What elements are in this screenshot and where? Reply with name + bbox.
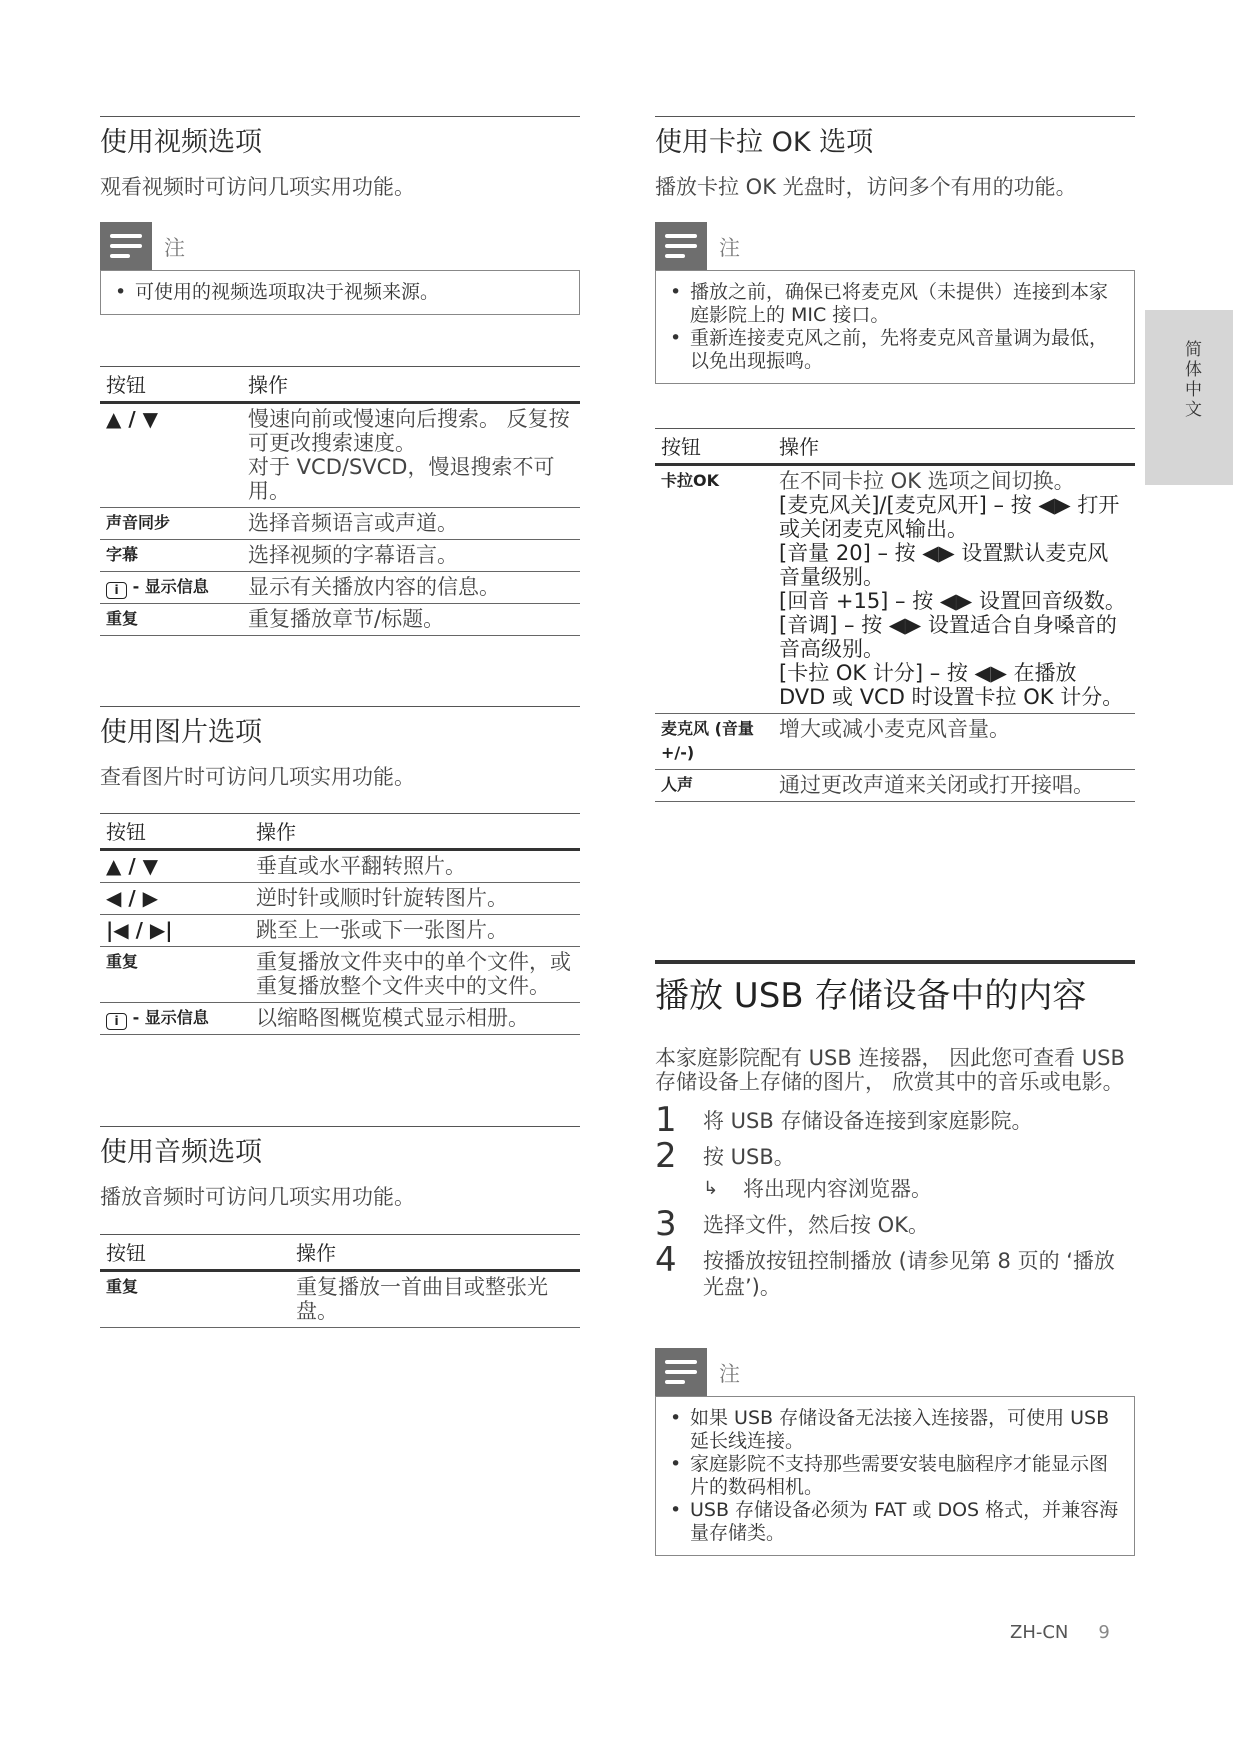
- language-side-tab: [1145, 310, 1233, 485]
- row-key: |◀ / ▶|: [100, 915, 250, 947]
- step-text: 按播放按钮控制播放 (请参见第 8 页的 ‘播放光盘’)。: [703, 1249, 1115, 1299]
- video-options-desc: 观看视频时可访问几项实用功能。: [100, 175, 415, 199]
- side-tab-label: 简体中文: [1181, 340, 1201, 420]
- table-row: [100, 403, 580, 508]
- page-number: 9: [1098, 1622, 1110, 1643]
- note-item: • 播放之前，确保已将麦克风（未提供）连接到本家庭影院上的 MIC 接口。: [668, 281, 1120, 327]
- note-item: • 可使用的视频选项取决于视频来源。: [113, 281, 565, 304]
- video-options-table: [100, 366, 580, 636]
- row-action: [卡拉 OK 计分] – 按 ◀▶ 在播放 DVD 或 VCD 时设置卡拉 OK 计分。: [779, 661, 1124, 709]
- row-key: - 显示信息: [132, 1008, 209, 1027]
- usb-note: [655, 1348, 1135, 1556]
- step-number: 1: [655, 1100, 677, 1140]
- table-row: [100, 850, 580, 883]
- row-action: 重复播放章节/标题。: [248, 607, 445, 631]
- row-key: 重复: [100, 1271, 290, 1328]
- footer-lang: ZH-CN: [1010, 1622, 1069, 1643]
- row-key: ◀ / ▶: [100, 883, 250, 915]
- row-key: ▲ / ▼: [100, 403, 242, 508]
- step-number: 2: [655, 1136, 677, 1176]
- note-icon: [655, 1348, 707, 1396]
- row-key: 麦克风 (音量+/-): [655, 714, 773, 770]
- usb-section: [655, 960, 1135, 1300]
- table-row: [100, 1271, 580, 1328]
- table-row: [100, 1003, 580, 1035]
- audio-options-title: 使用音频选项: [100, 1137, 262, 1168]
- row-key: 重复: [100, 947, 250, 1003]
- usb-step: [655, 1240, 1135, 1300]
- col-header-button: 按钮: [655, 429, 773, 465]
- row-action: [麦克风关]/[麦克风开] – 按 ◀▶ 打开或关闭麦克风输出。: [779, 493, 1120, 541]
- step-number: 3: [655, 1204, 677, 1244]
- row-action: 重复播放一首曲目或整张光盘。: [296, 1275, 548, 1323]
- row-action: 在不同卡拉 OK 选项之间切换。: [779, 469, 1075, 493]
- note-item: • USB 存储设备必须为 FAT 或 DOS 格式，并兼容海量存储类。: [668, 1499, 1120, 1545]
- row-action: 显示有关播放内容的信息。: [248, 575, 500, 599]
- note-item: • 重新连接麦克风之前，先将麦克风音量调为最低，以免出现振鸣。: [668, 327, 1120, 373]
- picture-options-title: 使用图片选项: [100, 717, 262, 748]
- col-header-action: 操作: [242, 367, 580, 403]
- page-footer: [1010, 1622, 1110, 1643]
- karaoke-options-table: [655, 428, 1135, 802]
- karaoke-options-section: [655, 116, 1135, 201]
- col-header-button: 按钮: [100, 1235, 290, 1271]
- result-arrow-icon: ↳: [703, 1178, 719, 1199]
- row-action: [音量 20] – 按 ◀▶ 设置默认麦克风音量级别。: [779, 541, 1109, 589]
- row-action: 增大或减小麦克风音量。: [779, 717, 1010, 741]
- video-note: [100, 222, 580, 315]
- row-action: 选择视频的字幕语言。: [248, 543, 458, 567]
- table-row: [100, 915, 580, 947]
- row-action: 以缩略图概览模式显示相册。: [256, 1006, 529, 1030]
- note-icon: [100, 222, 152, 270]
- row-action: 重复播放文件夹中的单个文件，或重复播放整个文件夹中的文件。: [256, 950, 571, 998]
- substep-text: 将出现内容浏览器。: [743, 1177, 932, 1201]
- row-action: 通过更改声道来关闭或打开接唱。: [779, 773, 1094, 797]
- step-number: 4: [655, 1240, 677, 1280]
- col-header-action: 操作: [773, 429, 1135, 465]
- karaoke-options-title: 使用卡拉 OK 选项: [655, 127, 874, 158]
- picture-options-table: [100, 813, 580, 1035]
- usb-steps: [655, 1100, 1135, 1300]
- col-header-action: 操作: [290, 1235, 580, 1271]
- picture-options-section: [100, 706, 580, 791]
- audio-options-table: [100, 1234, 580, 1328]
- table-row: [100, 604, 580, 636]
- info-icon: i: [106, 1013, 127, 1030]
- row-key: 重复: [100, 604, 242, 636]
- video-options-section: [100, 116, 580, 201]
- row-key: ▲ / ▼: [100, 850, 250, 883]
- row-key: 声音同步: [100, 508, 242, 540]
- table-row: [100, 572, 580, 604]
- table-row: [655, 770, 1135, 802]
- usb-step: [655, 1204, 1135, 1244]
- usb-step: [655, 1136, 1135, 1202]
- note-icon: [655, 222, 707, 270]
- substep: [703, 1176, 1135, 1202]
- karaoke-options-desc: 播放卡拉 OK 光盘时，访问多个有用的功能。: [655, 175, 1077, 199]
- note-item: • 家庭影院不支持那些需要安装电脑程序才能显示图片的数码相机。: [668, 1453, 1120, 1499]
- row-key: - 显示信息: [132, 577, 209, 596]
- karaoke-note: [655, 222, 1135, 384]
- row-action: 垂直或水平翻转照片。: [256, 854, 466, 878]
- table-row: [100, 883, 580, 915]
- table-row: [655, 714, 1135, 770]
- col-header-button: 按钮: [100, 814, 250, 850]
- info-icon: i: [106, 582, 127, 599]
- table-row: [100, 508, 580, 540]
- usb-step: [655, 1100, 1135, 1140]
- row-key: 字幕: [100, 540, 242, 572]
- usb-title: 播放 USB 存储设备中的内容: [655, 976, 1087, 1016]
- table-row: [100, 947, 580, 1003]
- row-action: 对于 VCD/SVCD，慢退搜索不可用。: [248, 455, 555, 503]
- row-action: 跳至上一张或下一张图片。: [256, 918, 508, 942]
- note-label: 注: [164, 236, 185, 260]
- usb-intro: 本家庭影院配有 USB 连接器， 因此您可查看 USB 存储设备上存储的图片， 欣赏其中的音乐或电影。: [655, 1046, 1125, 1094]
- note-label: 注: [719, 1362, 740, 1386]
- note-label: 注: [719, 236, 740, 260]
- row-action: [音调] – 按 ◀▶ 设置适合自身嗓音的音高级别。: [779, 613, 1117, 661]
- audio-options-desc: 播放音频时可访问几项实用功能。: [100, 1185, 415, 1209]
- row-action: 慢速向前或慢速向后搜索。 反复按可更改搜索速度。: [248, 407, 570, 455]
- row-key: 人声: [655, 770, 773, 802]
- video-options-title: 使用视频选项: [100, 127, 262, 158]
- row-key: 卡拉OK: [655, 465, 773, 714]
- step-text: 按 USB。: [703, 1145, 795, 1169]
- col-header-action: 操作: [250, 814, 580, 850]
- picture-options-desc: 查看图片时可访问几项实用功能。: [100, 765, 415, 789]
- step-text: 将 USB 存储设备连接到家庭影院。: [703, 1109, 1033, 1133]
- row-action: 选择音频语言或声道。: [248, 511, 458, 535]
- table-row: [655, 465, 1135, 714]
- row-action: 逆时针或顺时针旋转图片。: [256, 886, 508, 910]
- note-item: • 如果 USB 存储设备无法接入连接器，可使用 USB 延长线连接。: [668, 1407, 1120, 1453]
- col-header-button: 按钮: [100, 367, 242, 403]
- table-row: [100, 540, 580, 572]
- row-action: [回音 +15] – 按 ◀▶ 设置回音级数。: [779, 589, 1126, 613]
- step-text: 选择文件，然后按 OK。: [703, 1213, 929, 1237]
- audio-options-section: [100, 1126, 580, 1211]
